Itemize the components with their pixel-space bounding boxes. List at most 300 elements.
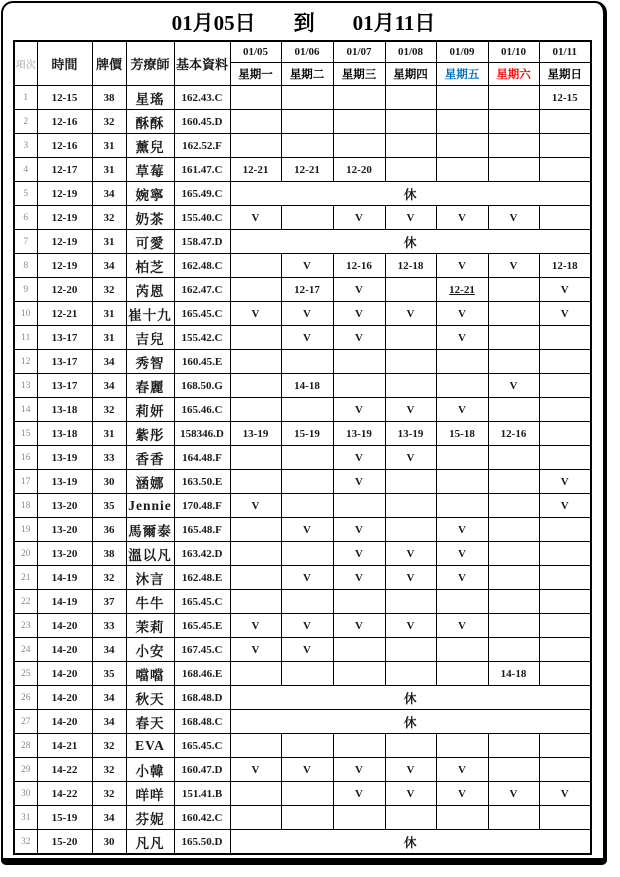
schedule-cell: [230, 446, 281, 470]
schedule-cell: V: [488, 206, 539, 230]
row-number-cell: 20: [14, 542, 37, 566]
left-header-cell-0: 時間: [37, 41, 92, 86]
time-cell: 15-20: [37, 830, 92, 855]
time-cell: 12-19: [37, 182, 92, 206]
schedule-cell: [488, 110, 539, 134]
therapist-name-cell: 春天: [126, 710, 174, 734]
schedule-cell: [539, 398, 591, 422]
basic-info-cell: 160.47.D: [174, 758, 230, 782]
time-cell: 14-22: [37, 758, 92, 782]
table-row: [14, 494, 591, 518]
therapist-name-cell: 溫以凡: [126, 542, 174, 566]
table-row: [14, 662, 591, 686]
schedule-cell: [385, 662, 436, 686]
day-date-header: 01/10: [488, 41, 539, 63]
therapist-name-cell: 香香: [126, 446, 174, 470]
time-cell: 12-21: [37, 302, 92, 326]
schedule-cell: [281, 86, 333, 110]
schedule-cell: [539, 158, 591, 182]
schedule-cell: [230, 806, 281, 830]
therapist-name-cell: 崔十九: [126, 302, 174, 326]
schedule-cell: V: [385, 614, 436, 638]
price-cell: 32: [92, 566, 126, 590]
price-cell: 34: [92, 710, 126, 734]
schedule-cell: V: [230, 614, 281, 638]
time-cell: 12-17: [37, 158, 92, 182]
schedule-cell: [436, 662, 488, 686]
table-row: [14, 326, 591, 350]
basic-info-cell: 162.52.F: [174, 134, 230, 158]
price-cell: 33: [92, 614, 126, 638]
table-row: [14, 518, 591, 542]
price-cell: 36: [92, 518, 126, 542]
schedule-cell: [436, 734, 488, 758]
schedule-cell: V: [539, 278, 591, 302]
basic-info-cell: 163.50.E: [174, 470, 230, 494]
row-number-cell: 26: [14, 686, 37, 710]
basic-info-cell: 168.50.G: [174, 374, 230, 398]
therapist-name-cell: 紫彤: [126, 422, 174, 446]
basic-info-cell: 165.45.C: [174, 590, 230, 614]
schedule-cell: V: [436, 254, 488, 278]
schedule-cell: [539, 758, 591, 782]
row-number-cell: 28: [14, 734, 37, 758]
left-header-cell-1: 牌價: [92, 41, 126, 86]
schedule-cell: [488, 614, 539, 638]
table-row: [14, 110, 591, 134]
basic-info-cell: 162.43.C: [174, 86, 230, 110]
price-cell: 31: [92, 422, 126, 446]
row-number-cell: 27: [14, 710, 37, 734]
basic-info-cell: 165.45.E: [174, 614, 230, 638]
schedule-cell: [281, 782, 333, 806]
therapist-name-cell: 草莓: [126, 158, 174, 182]
left-header-cell-3: 基本資料: [174, 41, 230, 86]
schedule-cell: [539, 446, 591, 470]
schedule-cell: V: [385, 542, 436, 566]
schedule-cell: [230, 350, 281, 374]
schedule-cell: [436, 590, 488, 614]
schedule-cell: V: [385, 782, 436, 806]
table-row: [14, 134, 591, 158]
schedule-cell: [436, 470, 488, 494]
schedule-cell: V: [436, 758, 488, 782]
basic-info-cell: 155.40.C: [174, 206, 230, 230]
schedule-cell: V: [385, 206, 436, 230]
table-row: [14, 302, 591, 326]
price-cell: 34: [92, 182, 126, 206]
schedule-cell: V: [333, 278, 385, 302]
schedule-cell: [488, 806, 539, 830]
basic-info-cell: 165.45.C: [174, 302, 230, 326]
schedule-cell: [230, 590, 281, 614]
basic-info-cell: 168.48.C: [174, 710, 230, 734]
basic-info-cell: 161.47.C: [174, 158, 230, 182]
schedule-cell: [230, 134, 281, 158]
schedule-cell: [230, 566, 281, 590]
schedule-cell: [385, 734, 436, 758]
day-weekday-header: 星期一: [230, 63, 281, 86]
schedule-cell: [436, 494, 488, 518]
schedule-cell: V: [436, 566, 488, 590]
schedule-cell: [333, 134, 385, 158]
schedule-cell: [230, 470, 281, 494]
table-row: [14, 182, 591, 206]
basic-info-cell: 158346.D: [174, 422, 230, 446]
table-row: [14, 614, 591, 638]
schedule-cell: V: [436, 518, 488, 542]
therapist-name-cell: 薰兒: [126, 134, 174, 158]
table-row: [14, 254, 591, 278]
schedule-cell: V: [385, 446, 436, 470]
time-cell: 15-19: [37, 806, 92, 830]
table-body: [14, 86, 591, 855]
therapist-name-cell: EVA: [126, 734, 174, 758]
table-row: [14, 806, 591, 830]
table-row: [14, 542, 591, 566]
schedule-cell: 12-15: [539, 86, 591, 110]
schedule-cell: 14-18: [488, 662, 539, 686]
schedule-cell: [436, 134, 488, 158]
time-cell: 14-20: [37, 710, 92, 734]
schedule-cell: [539, 638, 591, 662]
schedule-cell: [436, 638, 488, 662]
schedule-cell: [385, 470, 436, 494]
schedule-cell: [333, 494, 385, 518]
title-to-word: 到: [293, 11, 315, 35]
schedule-cell: V: [281, 518, 333, 542]
schedule-cell: 13-19: [333, 422, 385, 446]
schedule-cell: [385, 110, 436, 134]
therapist-name-cell: 酥酥: [126, 110, 174, 134]
schedule-cell: V: [436, 398, 488, 422]
day-weekday-header: 星期日: [539, 63, 591, 86]
schedule-cell: [436, 110, 488, 134]
basic-info-cell: 167.45.C: [174, 638, 230, 662]
schedule-cell: [333, 590, 385, 614]
price-cell: 34: [92, 374, 126, 398]
table-row: [14, 638, 591, 662]
basic-info-cell: 158.47.D: [174, 230, 230, 254]
schedule-cell: 12-18: [539, 254, 591, 278]
schedule-cell: [488, 134, 539, 158]
row-number-cell: 29: [14, 758, 37, 782]
day-date-header: 01/08: [385, 41, 436, 63]
schedule-cell: [281, 470, 333, 494]
time-cell: 14-20: [37, 686, 92, 710]
schedule-cell: V: [230, 758, 281, 782]
schedule-cell: [230, 254, 281, 278]
time-cell: 12-19: [37, 206, 92, 230]
therapist-name-cell: 沐言: [126, 566, 174, 590]
schedule-cell: [281, 806, 333, 830]
row-number-cell: 13: [14, 374, 37, 398]
price-cell: 30: [92, 830, 126, 855]
day-date-header: 01/06: [281, 41, 333, 63]
schedule-cell: [333, 86, 385, 110]
schedule-cell: [385, 326, 436, 350]
therapist-name-cell: 秀智: [126, 350, 174, 374]
day-weekday-header: 星期三: [333, 63, 385, 86]
rest-day-cell: 休: [230, 182, 591, 206]
schedule-cell: [436, 158, 488, 182]
therapist-name-cell: 芬妮: [126, 806, 174, 830]
schedule-cell: [333, 734, 385, 758]
schedule-cell: [385, 350, 436, 374]
row-number-cell: 12: [14, 350, 37, 374]
row-number-cell: 32: [14, 830, 37, 855]
time-cell: 13-17: [37, 326, 92, 350]
schedule-cell: V: [539, 494, 591, 518]
price-cell: 34: [92, 638, 126, 662]
therapist-name-cell: 咩咩: [126, 782, 174, 806]
row-number-cell: 8: [14, 254, 37, 278]
schedule-cell: V: [333, 542, 385, 566]
schedule-cell: 14-18: [281, 374, 333, 398]
therapist-name-cell: 秋天: [126, 686, 174, 710]
schedule-cell: [539, 614, 591, 638]
schedule-cell: [488, 734, 539, 758]
schedule-cell: [488, 302, 539, 326]
schedule-cell: [281, 494, 333, 518]
table-row: [14, 374, 591, 398]
schedule-cell: [488, 350, 539, 374]
schedule-cell: V: [436, 206, 488, 230]
schedule-cell: [385, 278, 436, 302]
schedule-cell: [488, 566, 539, 590]
row-number-cell: 9: [14, 278, 37, 302]
schedule-cell: [539, 734, 591, 758]
therapist-name-cell: 可愛: [126, 230, 174, 254]
day-weekday-header: 星期五: [436, 63, 488, 86]
basic-info-cell: 165.46.C: [174, 398, 230, 422]
day-weekday-header: 星期二: [281, 63, 333, 86]
schedule-cell: [281, 398, 333, 422]
price-cell: 32: [92, 110, 126, 134]
price-cell: 31: [92, 230, 126, 254]
title-date-to: 01月11日: [352, 11, 436, 35]
basic-info-cell: 164.48.F: [174, 446, 230, 470]
schedule-cell: [539, 374, 591, 398]
price-cell: 31: [92, 158, 126, 182]
row-number-cell: 7: [14, 230, 37, 254]
schedule-cell: [488, 278, 539, 302]
schedule-cell: V: [230, 302, 281, 326]
schedule-cell: [230, 518, 281, 542]
therapist-name-cell: 牛牛: [126, 590, 174, 614]
time-cell: 13-20: [37, 494, 92, 518]
schedule-cell: V: [333, 470, 385, 494]
schedule-cell: V: [333, 446, 385, 470]
price-cell: 34: [92, 686, 126, 710]
schedule-cell: [488, 326, 539, 350]
price-cell: 38: [92, 86, 126, 110]
price-cell: 32: [92, 278, 126, 302]
schedule-cell: V: [385, 398, 436, 422]
day-date-header: 01/09: [436, 41, 488, 63]
basic-info-cell: 168.46.E: [174, 662, 230, 686]
therapist-name-cell: 茉莉: [126, 614, 174, 638]
price-cell: 37: [92, 590, 126, 614]
schedule-cell: 12-21: [230, 158, 281, 182]
schedule-cell: V: [333, 758, 385, 782]
day-weekday-header: 星期四: [385, 63, 436, 86]
schedule-cell: [281, 206, 333, 230]
schedule-cell: [230, 398, 281, 422]
table-row: [14, 206, 591, 230]
schedule-cell: [230, 662, 281, 686]
row-number-cell: 18: [14, 494, 37, 518]
schedule-cell: [539, 110, 591, 134]
schedule-cell: V: [281, 254, 333, 278]
schedule-cell: V: [385, 566, 436, 590]
schedule-cell: V: [436, 302, 488, 326]
schedule-cell: [230, 278, 281, 302]
schedule-cell: [488, 638, 539, 662]
schedule-cell: [539, 518, 591, 542]
schedule-cell: [488, 86, 539, 110]
schedule-cell: [539, 326, 591, 350]
table-row: [14, 422, 591, 446]
basic-info-cell: 165.49.C: [174, 182, 230, 206]
schedule-cell: [539, 806, 591, 830]
schedule-cell: [333, 662, 385, 686]
schedule-cell: 12-17: [281, 278, 333, 302]
rest-day-cell: 休: [230, 830, 591, 855]
day-date-header: 01/05: [230, 41, 281, 63]
schedule-cell: 15-19: [281, 422, 333, 446]
schedule-cell: [281, 446, 333, 470]
rest-day-cell: 休: [230, 686, 591, 710]
left-header-cell-2: 芳療師: [126, 41, 174, 86]
basic-info-cell: 162.48.C: [174, 254, 230, 278]
time-cell: 12-16: [37, 134, 92, 158]
schedule-cell: V: [539, 302, 591, 326]
schedule-cell: 12-20: [333, 158, 385, 182]
schedule-cell: [385, 494, 436, 518]
row-number-cell: 31: [14, 806, 37, 830]
schedule-cell: [230, 542, 281, 566]
therapist-name-cell: 凡凡: [126, 830, 174, 855]
schedule-cell: V: [333, 302, 385, 326]
price-cell: 34: [92, 806, 126, 830]
price-cell: 35: [92, 494, 126, 518]
basic-info-cell: 165.45.C: [174, 734, 230, 758]
row-number-cell: 2: [14, 110, 37, 134]
schedule-cell: [488, 758, 539, 782]
rest-day-cell: 休: [230, 710, 591, 734]
price-cell: 30: [92, 470, 126, 494]
table-header: [14, 41, 591, 86]
time-cell: 13-20: [37, 542, 92, 566]
title-date-from: 01月05日: [171, 11, 256, 35]
schedule-cell: [488, 494, 539, 518]
schedule-cell: [281, 590, 333, 614]
schedule-cell: V: [333, 398, 385, 422]
schedule-cell: [488, 158, 539, 182]
schedule-cell: [230, 734, 281, 758]
schedule-cell: [488, 590, 539, 614]
therapist-name-cell: 馬爾泰: [126, 518, 174, 542]
time-cell: 12-15: [37, 86, 92, 110]
schedule-cell: V: [281, 638, 333, 662]
schedule-cell: [230, 326, 281, 350]
schedule-cell: [385, 806, 436, 830]
time-cell: 12-19: [37, 254, 92, 278]
row-number-cell: 17: [14, 470, 37, 494]
schedule-cell: 13-19: [230, 422, 281, 446]
schedule-cell: V: [230, 494, 281, 518]
schedule-cell: [385, 374, 436, 398]
schedule-cell: [488, 518, 539, 542]
schedule-cell: [539, 422, 591, 446]
table-row: [14, 86, 591, 110]
price-cell: 34: [92, 350, 126, 374]
schedule-cell: V: [333, 518, 385, 542]
schedule-cell: [436, 374, 488, 398]
schedule-cell: [385, 518, 436, 542]
therapist-name-cell: 吉兒: [126, 326, 174, 350]
row-number-cell: 25: [14, 662, 37, 686]
schedule-cell: [539, 542, 591, 566]
table-row: [14, 830, 591, 855]
schedule-cell: V: [539, 470, 591, 494]
schedule-cell: [333, 806, 385, 830]
schedule-cell: [281, 134, 333, 158]
table-row: [14, 470, 591, 494]
schedule-cell: V: [333, 614, 385, 638]
rest-day-cell: 休: [230, 230, 591, 254]
price-cell: 31: [92, 326, 126, 350]
schedule-cell: V: [333, 326, 385, 350]
schedule-cell: [385, 590, 436, 614]
schedule-cell: 12-18: [385, 254, 436, 278]
therapist-name-cell: 莉妍: [126, 398, 174, 422]
time-cell: 12-20: [37, 278, 92, 302]
table-row: [14, 350, 591, 374]
schedule-cell: [436, 350, 488, 374]
row-number-cell: 24: [14, 638, 37, 662]
table-row: [14, 782, 591, 806]
schedule-cell: [281, 734, 333, 758]
table-row: [14, 398, 591, 422]
schedule-cell: V: [281, 302, 333, 326]
basic-info-cell: 155.42.C: [174, 326, 230, 350]
day-date-header: 01/11: [539, 41, 591, 63]
price-cell: 38: [92, 542, 126, 566]
schedule-cell: 12-16: [488, 422, 539, 446]
schedule-cell: [230, 782, 281, 806]
table-row: [14, 686, 591, 710]
schedule-cell: V: [488, 374, 539, 398]
basic-info-cell: 160.45.D: [174, 110, 230, 134]
corner-header-cell: 項次: [14, 41, 37, 86]
time-cell: 13-17: [37, 374, 92, 398]
time-cell: 13-19: [37, 470, 92, 494]
time-cell: 12-16: [37, 110, 92, 134]
price-cell: 31: [92, 134, 126, 158]
schedule-cell: [539, 566, 591, 590]
schedule-cell: [539, 590, 591, 614]
schedule-cell: [281, 110, 333, 134]
therapist-name-cell: 小韓: [126, 758, 174, 782]
row-number-cell: 30: [14, 782, 37, 806]
therapist-name-cell: 奶茶: [126, 206, 174, 230]
table-row: [14, 734, 591, 758]
schedule-cell: 15-18: [436, 422, 488, 446]
time-cell: 14-20: [37, 662, 92, 686]
time-cell: 14-19: [37, 590, 92, 614]
